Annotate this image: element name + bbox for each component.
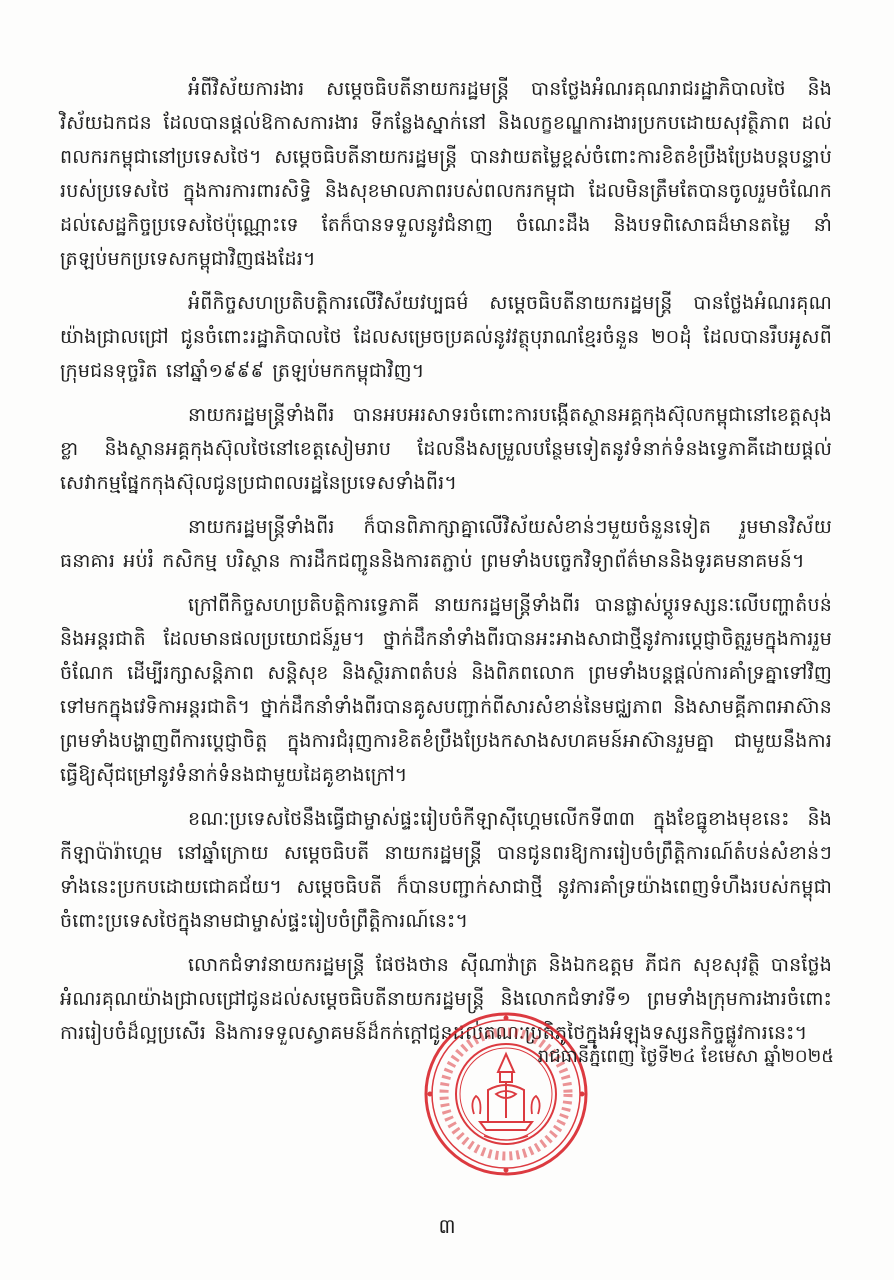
paragraph-consulates: នាយករដ្ឋមន្ត្រីទាំងពីរ បានអបអរសាទរចំពោះការបង្កើតស្ថានអគ្គកុងស៊ុលកម្ពុជានៅខេត្តសុងខ្លា និងស្ថានអគ្គកុងស៊ុលថៃនៅខេត្តសៀមរាប ដែលនឹងសម្រួលបន្ថែមទៀតនូវទំនាក់ទំនងទ្វេភាគីដោយផ្តល់សេវាកម្មផ្នែកកុងស៊ុលជូនប្រជាពលរដ្ឋនៃប្រទេសទាំងពីរ។ xyxy=(60,404,832,494)
paragraph-thanks: លោកជំទាវនាយករដ្ឋមន្ត្រី ផែថងថាន ស៊ីណាវ៉ាត្រ និងឯកឧត្តម ភីជក សុខសុវត្ថិ បានថ្លែងអំណរគុណយ៉ាងជ្រាលជ្រៅជូនដល់សម្តេចធិបតីនាយករដ្ឋមន្ត្រី និងលោកជំទាវទី១ ព្រមទាំងក្រុមការងារចំពោះការរៀបចំដ៏ល្អប្រសើរ និងការទទួលស្វាគមន៍ដ៏កក់ក្តៅជូនដល់គណៈប្រតិភូថៃក្នុងអំឡុងទស្សនកិច្ចផ្លូវការនេះ។ xyxy=(60,954,832,1044)
paragraph-sea-games: ខណៈប្រទេសថៃនឹងធ្វើជាម្ចាស់ផ្ទះរៀបចំកីឡាស៊ីហ្គេមលើកទី៣៣ ក្នុងខែធ្នូខាងមុខនេះ និងកីឡាប៉ារ៉ាហ្គេម នៅឆ្នាំក្រោយ សម្តេចធិបតី នាយករដ្ឋមន្ត្រី បានជូនពរឱ្យការរៀបចំព្រឹត្តិការណ៍តំបន់សំខាន់ៗទាំងនេះប្រកបដោយជោគជ័យ។ សម្តេចធិបតី ក៏បានបញ្ជាក់សាជាថ្មី នូវការគាំទ្រយ៉ាងពេញទំហឹងរបស់កម្ពុជាចំពោះប្រទេសថៃក្នុងនាមជាម្ចាស់ផ្ទះរៀបចំព្រឹត្តិការណ៍នេះ។ xyxy=(60,808,832,932)
paragraph-sectors: នាយករដ្ឋមន្ត្រីទាំងពីរ ក៏បានពិភាក្សាគ្នាលើវិស័យសំខាន់ៗមួយចំនួនទៀត រួមមានវិស័យធនាគារ អប់រំ កសិកម្ម បរិស្ថាន ការដឹកជញ្ជូននិងការតភ្ជាប់ ព្រមទាំងបច្ចេកវិទ្យាព័ត៌មាននិងទូរគមនាគមន៍។ xyxy=(60,516,832,572)
paragraph-regional: ក្រៅពីកិច្ចសហប្រតិបត្តិការទ្វេភាគី នាយករដ្ឋមន្ត្រីទាំងពីរ បានផ្លាស់ប្តូរទស្សនៈលើបញ្ហាតំបន់ និងអន្តរជាតិ ដែលមានផលប្រយោជន៍រួម។ ថ្នាក់ដឹកនាំទាំងពីរបានអះអាងសាជាថ្មីនូវការប្តេជ្ញាចិត្តរួមក្នុងការរួមចំណែក ដើម្បីរក្សាសន្តិភាព សន្តិសុខ និងស្ថិរភាពតំបន់ និងពិភពលោក ព្រមទាំងបន្តផ្តល់ការគាំទ្រគ្នាទៅវិញទៅមកក្នុងវេទិកាអន្តរជាតិ។ ថ្នាក់ដឹកនាំទាំងពីរបានគូសបញ្ជាក់ពីសារសំខាន់នៃមជ្ឈភាព និងសាមគ្គីភាពអាស៊ាន ព្រមទាំងបង្ហាញពីការប្តេជ្ញាចិត្ត ក្នុងការជំរុញការខិតខំប្រឹងប្រែងកសាងសហគមន៍អាស៊ានរួមគ្នា ជាមួយនឹងការធ្វើឱ្យស៊ីជម្រៅនូវទំនាក់ទំនងជាមួយដៃគូខាងក្រៅ។ xyxy=(60,594,832,786)
place-date-line: រាជធានីភ្នំពេញ ថ្ងៃទី២៤ ខែមេសា ឆ្នាំ២០២៥ xyxy=(537,1046,834,1067)
document-body xyxy=(60,72,832,1060)
paragraph-labor: អំពីវិស័យការងារ សម្តេចធិបតីនាយករដ្ឋមន្ត្រី បានថ្លែងអំណរគុណរាជរដ្ឋាភិបាលថៃ និងវិស័យឯកជន ដែលបានផ្តល់ឱកាសការងារ ទីកន្លែងស្នាក់នៅ និងលក្ខខណ្ឌការងារប្រកបដោយសុវត្ថិភាព ដល់ពលករកម្ពុជានៅប្រទេសថៃ។ សម្តេចធិបតីនាយករដ្ឋមន្ត្រី បានវាយតម្លៃខ្ពស់ចំពោះការខិតខំប្រឹងប្រែងបន្តបន្ទាប់របស់ប្រទេសថៃ ក្នុងការការពារសិទ្ធិ និងសុខមាលភាពរបស់ពលករកម្ពុជា ដែលមិនត្រឹមតែបានចូលរួមចំណែកដល់សេដ្ឋកិច្ចប្រទេសថៃប៉ុណ្ណោះទេ តែក៏បានទទួលនូវជំនាញ ចំណេះដឹង និងបទពិសោធដ៏មានតម្លៃ នាំត្រឡប់មកប្រទេសកម្ពុជាវិញផងដែរ។ xyxy=(60,78,832,270)
paragraph-culture: អំពីកិច្ចសហប្រតិបត្តិការលើវិស័យវប្បធម៌ សម្តេចធិបតីនាយករដ្ឋមន្ត្រី បានថ្លែងអំណរគុណយ៉ាងជ្រាលជ្រៅ ជូនចំពោះរដ្ឋាភិបាលថៃ ដែលសម្រេចប្រគល់នូវវត្ថុបុរាណខ្មែរចំនួន ២០ដុំ ដែលបានរឹបអូសពីក្រុមជនទុច្ចរិត នៅឆ្នាំ១៩៩៩ ត្រឡប់មកកម្ពុជាវិញ។ xyxy=(60,292,832,382)
official-seal xyxy=(422,1010,590,1178)
page-number: ៣ xyxy=(438,1214,456,1238)
